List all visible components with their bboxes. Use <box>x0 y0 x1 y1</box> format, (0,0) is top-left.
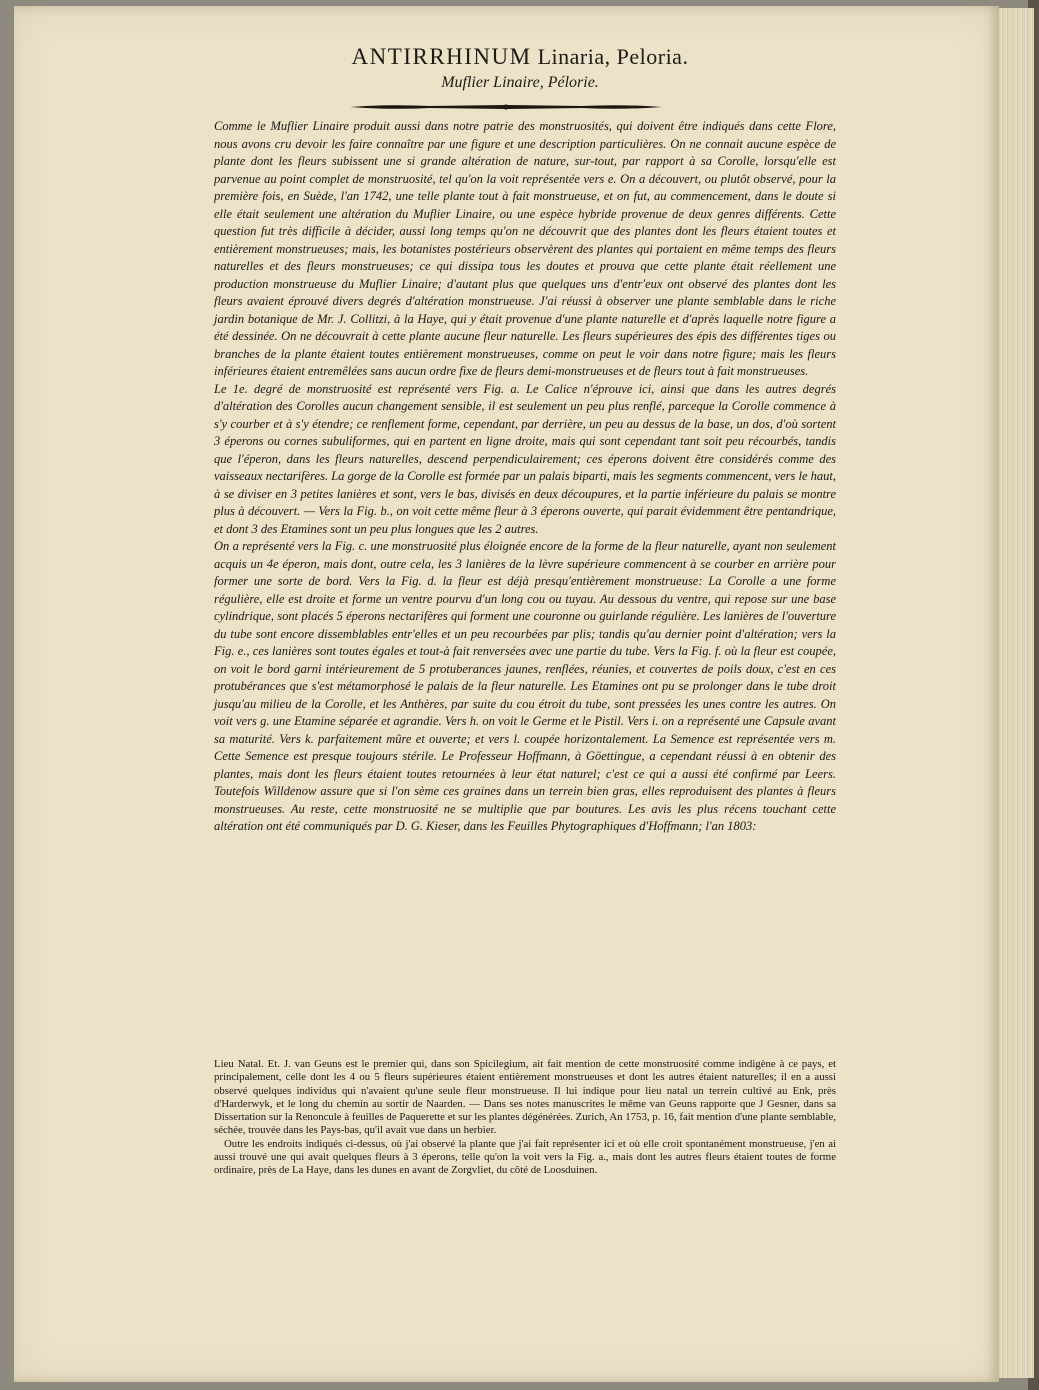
lieu-natal-section <box>214 1058 836 1178</box>
description-paragraph-1: Comme le Muflier Linaire produit aussi dans notre patrie des monstruosités, qui doivent être indiqués dans cette Flore, nous avons cru devoir les faire connaître par une figure et une description particulières. On ne connait aucune espèce de plante dont les fleurs subissent une si grande altération de nature, sur-tout, par rapport à sa Corolle, lorsqu'elle est parvenue au point complet de monstruosité, tel qu'on la voit représentée vers e. On a découvert, ou plutôt observé, pour la première fois, en Suède, l'an 1742, une telle plante tout à fait monstrueuse, et on fut, au commencement, dans le doute si elle était seulement une altération du Muflier Linaire, ou une espèce hybride provenue de deux genres différents. Cette question fut très difficile à décider, aussi long temps qu'on ne découvrit que des plantes dont les fleurs étaient toutes et entièrement monstrueuses; mais, les botanistes postérieurs observèrent des plantes qui portaient en même temps des fleurs naturelles et des fleurs monstrueuses; ce qui dissipa tous les doutes et prouva que cette plante était réellement une production monstrueuse du Muflier Linaire; d'autant plus que quelques uns d'entr'eux ont observé des plantes dont les fleurs avaient éprouvé divers degrés d'altération monstrueuse. J'ai réussi à observer une plante semblable dans le riche jardin botanique de Mr. J. Collitzi, à la Haye, qui y était provenue d'une plante naturelle et d'après laquelle notre figure a été dessinée. On ne découvrait à cette plante aucune fleur naturelle. Les fleurs supérieures des épis des différentes tiges ou branches de la plante étaient toutes entièrement monstrueuses, comme on peut le voir dans notre figure; mais les fleurs inférieures étaient entremêlées sans aucun ordre fixe de fleurs demi-monstrueuses et de fleurs tout à fait monstrueuses. <box>214 119 836 378</box>
title-species: Linaria, Peloria. <box>537 44 689 69</box>
title-genus: ANTIRRHINUM <box>351 44 532 69</box>
lieu-natal-paragraph-2: Outre les endroits indiqués ci-dessus, où j'ai observé la plante que j'ai fait représenter ici et où elle croit spontanément monstrueuse, j'en ai aussi trouvé une qui avait quelques fleurs à 3 éperons, telle qu'on la voit vers la Fig. a., mais dont les autres fleurs étaient toutes de forme ordinaire, près de La Haye, dans les dunes en avant de Zorgvliet, du côté de Loosduinen. <box>214 1137 836 1177</box>
decorative-rule <box>350 101 662 113</box>
lieu-natal-paragraph-1: Lieu Natal. Et. J. van Geuns est le premier qui, dans son Spicilegium, ait fait mention de cette monstruosité comme indigène à ce pays, et principalement, celle dont les 4 ou 5 fleurs supérieures étaient entièrement monstrueuses et dont les autres étaient naturelles; il en a aussi observé quelques individus qui n'avaient qu'une seule fleur monstrueuse. Il lui indique pour lieu natal un terrein cultivé au Enk, près d'Harderwyk, et le long du chemin au sortir de Naarden. — Dans ses notes manuscrites le même van Geuns rapporte que J Gesner, dans sa Dissertation sur la Renoncule à feuilles de Paquerette et sur les plantes dégénérées. Zurich, An 1753, p. 16, fait mention d'une plante semblable, séchée, trouvée dans les Pays-bas, qu'il avait vue dans un herbier. <box>214 1058 836 1137</box>
description-paragraph-3: On a représenté vers la Fig. c. une monstruosité plus éloignée encore de la forme de la fleur naturelle, ayant non seulement acquis un 4e éperon, mais dont, outre cela, les 3 lanières de la lèvre supérieure commencent à se courber en arrière pour former une sorte de bord. Vers la Fig. d. la fleur est déjà presqu'entièrement monstrueuse: La Corolle a une forme régulière, elle est droite et forme un ventre pourvu d'un long cou ou tuyau. Au dessous du ventre, qui repose sur une base cylindrique, sont placés 5 éperons nectarifères qui forment une couronne ou guirlande régulière. Les lanières de l'ouverture du tube sont encore dissemblables entr'elles et un peu recourbées par plis; tandis qu'au dernier point d'altération; vers la Fig. e., ces lanières sont toutes égales et tout-à fait renversées avec une partie du tube. Vers la Fig. f. où la fleur est coupée, on voit le bord garni intérieurement de 5 protuberances jaunes, renflées, réunies, et couvertes de poils doux, c'est en ces protubérances que s'est métamorphosé le palais de la fleur naturelle. Les Etamines ont pu se prolonger dans le tube droit jusqu'au milieu de la Corolle, et les Anthères, par suite du cou étroit du tube, sont pressées les unes contre les autres. On voit vers g. une Etamine séparée et agrandie. Vers h. on voit le Germe et le Pistil. Vers i. on a représenté une Capsule avant sa maturité. Vers k. parfaitement mûre et ouverte; et vers l. coupée horizontalement. La Semence est représentée vers m. Cette Semence est presque toujours stérile. Le Professeur Hoffmann, à Göettingue, a cependant réussi à en obtenir des plantes, mais dont les fleurs étaient toutes retournées à leur état naturel; c'est ce qui a aussi été confirmé par Leers. Toutefois Willdenow assure que si l'on sème ces graines dans un terrein bien gras, elles reproduisent des plantes à fleurs monstrueuses. Au reste, cette monstruosité ne se multiplie que par boutures. Les avis les plus récens touchant cette altération ont été communiqués par D. G. Kieser, dans les Feuilles Phytographiques d'Hoffmann; l'an 1803: <box>214 539 836 833</box>
description-paragraph-2: Le 1e. degré de monstruosité est représenté vers Fig. a. Le Calice n'éprouve ici, ainsi que dans les autres degrés d'altération des Corolles aucun changement sensible, il est seulement un peu plus renflé, parceque la Corolle commence à s'y courber et à s'y étendre; ce renflement forme, cependant, par derrière, un peu au dessus de la base, un dos, d'où sortent 3 éperons ou cornes subuliformes, qui en partent en ligne droite, mais qui sont cependant tant soit peu récourbés, tandis que l'éperon, dans les fleurs naturelles, descend perpendiculairement; ces éperons doivent être considérés comme des vaisseaux nectarifères. La gorge de la Corolle est formée par un palais biparti, mais les segments commencent, vers le haut, à se diviser en 3 petites lanières et sont, vers le bas, divisés en deux découpures, et la partie inférieure du palais se montre plus à découvert. — Vers la Fig. b., on voit cette même fleur à 3 éperons ouverte, qui parait évidemment être pentandrique, et dont 3 des Etamines sont un peu plus longues que les 2 autres. <box>214 381 836 536</box>
page-title <box>260 44 780 70</box>
description-text <box>214 118 836 836</box>
page-subtitle: Muflier Linaire, Pélorie. <box>441 74 599 91</box>
